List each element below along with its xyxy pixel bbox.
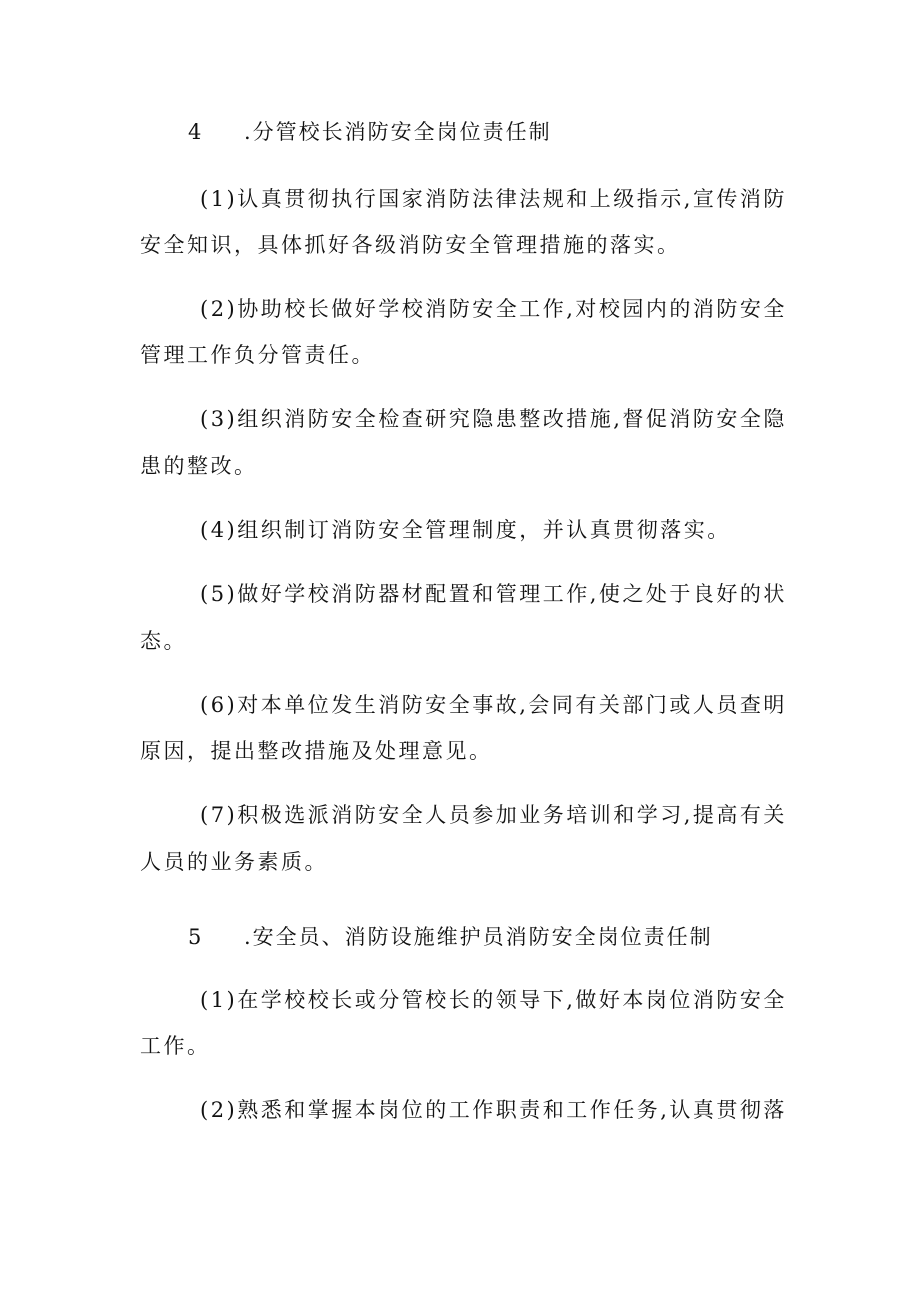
section-number: 5 [188, 925, 204, 949]
paragraph-line: 安全知识，具体抓好各级消防安全管理措施的落实。 [140, 233, 681, 257]
paragraph-line: (1)认真贯彻执行国家消防法律法规和上级指示,宣传消防 [200, 187, 787, 211]
section-title: .安全员、消防设施维护员消防安全岗位责任制 [244, 925, 713, 949]
paragraph-line: (6)对本单位发生消防安全事故,会同有关部门或人员查明 [200, 693, 787, 717]
paragraph-line: 人员的业务素质。 [140, 850, 328, 874]
paragraph-line: (1)在学校校长或分管校长的领导下,做好本岗位消防安全 [200, 988, 787, 1012]
section-number: 4 [188, 120, 204, 144]
section-heading-5 [188, 922, 713, 952]
paragraph-line: (3)组织消防安全检查研究隐患整改措施,督促消防安全隐 [200, 407, 787, 431]
paragraph-line: 原因，提出整改措施及处理意见。 [140, 739, 493, 763]
section-title: .分管校长消防安全岗位责任制 [244, 120, 552, 144]
paragraph-line: 态。 [140, 629, 187, 653]
section-heading-4 [188, 117, 552, 147]
paragraph-line: 管理工作负分管责任。 [140, 343, 375, 367]
paragraph-line: (5)做好学校消防器材配置和管理工作,使之处于良好的状 [200, 582, 787, 606]
paragraph-line: (7)积极选派消防安全人员参加业务培训和学习,提高有关 [200, 803, 787, 827]
paragraph-line: 患的整改。 [140, 454, 258, 478]
paragraph-line: (4)组织制订消防安全管理制度，并认真贯彻落实。 [200, 518, 731, 542]
paragraph-line: 工作。 [140, 1034, 211, 1058]
paragraph-line: (2)协助校长做好学校消防安全工作,对校园内的消防安全 [200, 297, 787, 321]
paragraph-line: (2)熟悉和掌握本岗位的工作职责和工作任务,认真贯彻落 [200, 1098, 787, 1122]
